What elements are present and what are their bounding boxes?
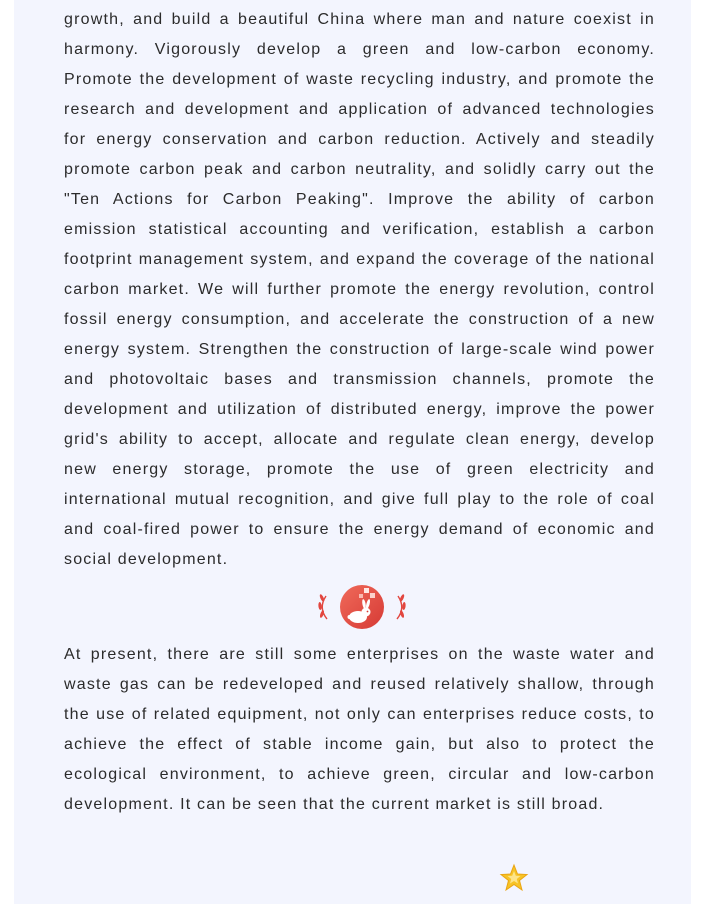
- rabbit-laurel-emblem-icon: [314, 582, 410, 634]
- star-icon: [499, 863, 529, 893]
- right-laurel-icon: [397, 594, 406, 619]
- article-paragraph-2: At present, there are still some enterprises on the waste water and waste gas can be redeveloped and reused relatively shallow, through the use of related equipment, not only can enterprises reduce costs, to achieve the effect of stable income gain, but also to protect the ecological environment, to achieve green, circular and low-carbon development. It can be seen that the current market is still broad.: [64, 646, 655, 813]
- left-laurel-icon: [318, 594, 327, 619]
- article-paragraph-1: growth, and build a beautiful China where man and nature coexist in harmony. Vigorously develop a green and low-carbon economy. Promote the development of waste recycling industry, and promote the research and development and application of advanced technologies for energy conservation and carbon reduction. Actively and steadily promote carbon peak and carbon neutrality, and solidly carry out the "Ten Actions for Carbon Peaking". Improve the ability of carbon emission statistical accounting and verification, establish a carbon footprint management system, and expand the coverage of the national carbon market. We will further promote the energy revolution, control fossil energy consumption, and accelerate the construction of a new energy system. Strengthen the construction of large-scale wind power and photovoltaic bases and transmission channels, promote the development and utilization of distributed energy, improve the power grid's ability to accept, allocate and regulate clean energy, develop new energy storage, promote the use of green electricity and international mutual recognition, and give full play to the role of coal and coal-fired power to ensure the energy demand of economic and social development.: [64, 11, 655, 568]
- article-page: [14, 0, 691, 904]
